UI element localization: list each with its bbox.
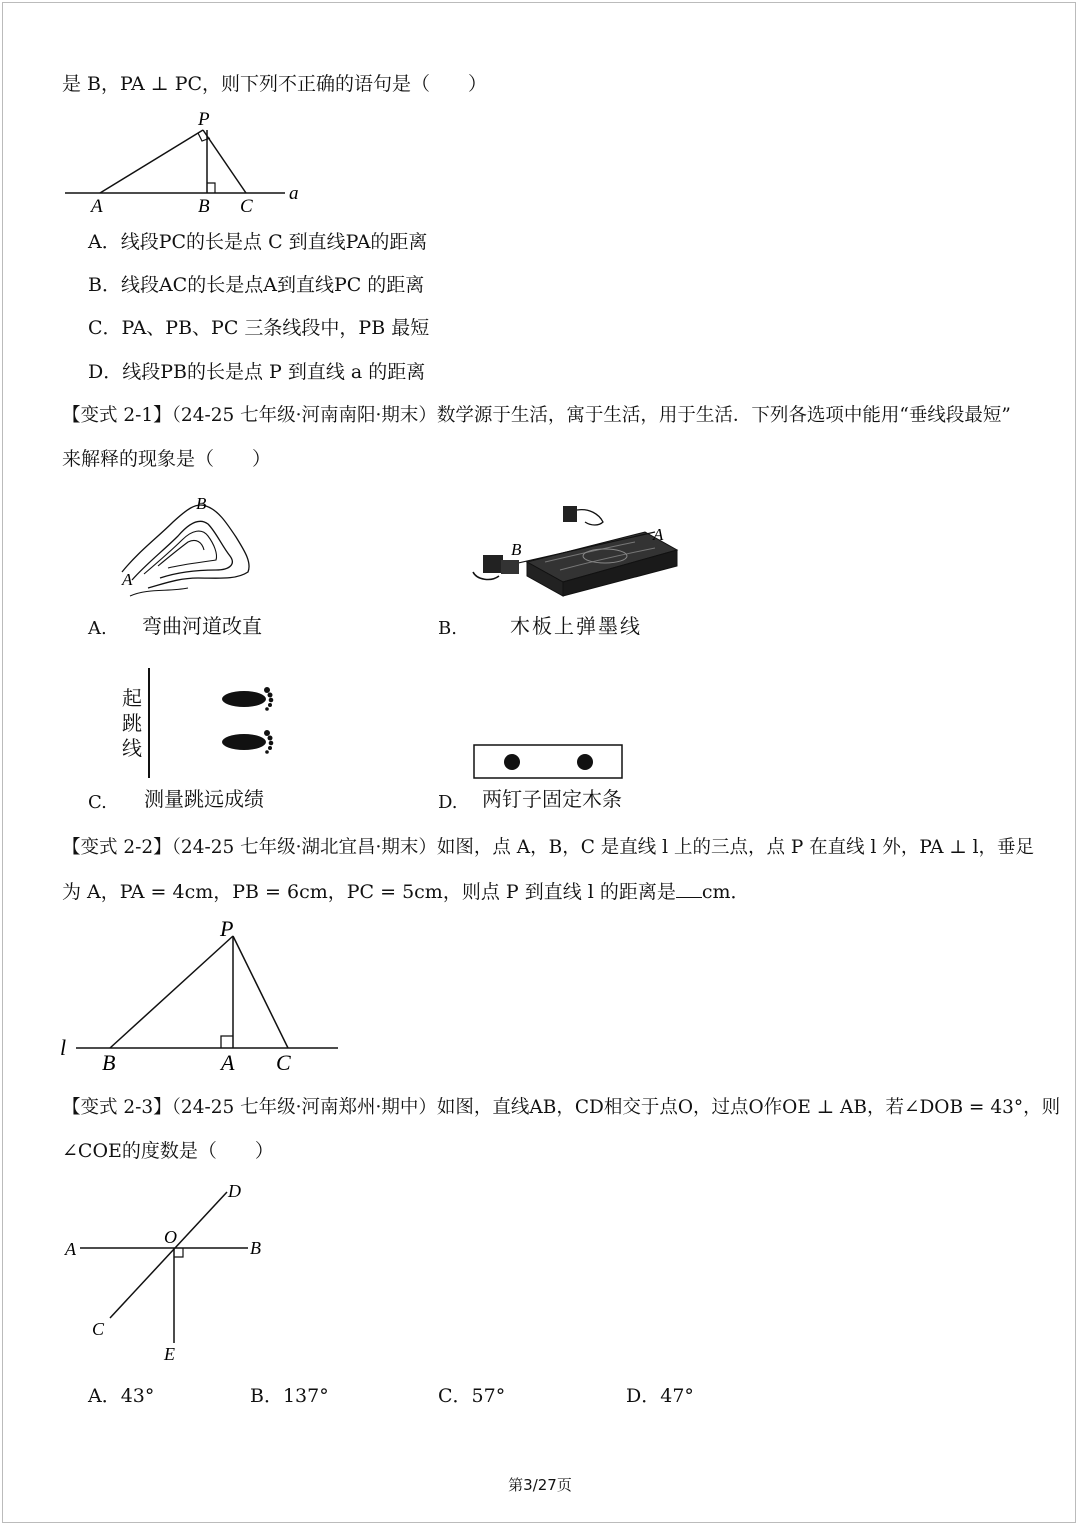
jump-line-char-3: 线 <box>122 736 142 760</box>
board-ink-line-illustration <box>465 500 695 605</box>
jump-line-char-1: 起 <box>122 686 142 710</box>
option-a: A．线段PC的长是点 C 到直线PA的距离 <box>88 231 428 253</box>
q22-stem-line2 <box>62 879 750 904</box>
figure-triangle-pbc <box>58 912 348 1077</box>
two-nails-illustration <box>473 744 625 782</box>
river-label-b: B <box>196 494 207 513</box>
label-P: P <box>220 916 234 941</box>
q21-option-d-letter: D. <box>438 792 458 813</box>
q22-stem-unit: cm． <box>701 881 750 903</box>
label-C: C <box>240 196 253 217</box>
label-C: C <box>92 1319 105 1339</box>
label-D: D <box>228 1181 241 1201</box>
q21-stem-line1: 【变式 2-1】（24-25 七年级·河南南阳·期末）数学源于生活，寓于生活，用于生活．下列各选项中能用“垂线段最短” <box>62 405 1011 426</box>
label-B: B <box>250 1238 261 1258</box>
q21-option-a-caption: 弯曲河道改直 <box>142 614 262 638</box>
footprint-icon <box>222 687 273 711</box>
label-O: O <box>164 1227 177 1247</box>
q21-option-d-caption: 两钉子固定木条 <box>482 787 622 811</box>
jump-line-char-2: 跳 <box>122 711 142 735</box>
footprint-icon <box>222 730 273 754</box>
option-c: C．PA、PB、PC 三条线段中，PB 最短 <box>88 317 430 339</box>
q21-option-b-caption: 木板上弹墨线 <box>510 614 642 638</box>
label-A: A <box>91 196 103 217</box>
figure-triangle-pac <box>60 105 320 220</box>
q21-option-c-caption: 测量跳远成绩 <box>144 787 264 811</box>
label-a: a <box>289 183 299 204</box>
page-number: 第3/27页 <box>508 1476 572 1494</box>
label-P: P <box>198 109 210 130</box>
label-B: B <box>198 196 210 217</box>
question-stem: 是 B，PA ⊥ PC，则下列不正确的语句是（ ） <box>62 73 488 95</box>
q23-option-c: C．57° <box>438 1385 506 1407</box>
label-l: l <box>60 1035 67 1060</box>
river-illustration <box>118 492 258 604</box>
q22-stem-text: 为 A，PA = 4cm，PB = 6cm，PC = 5cm，则点 P 到直线 l 的距离是 <box>62 881 676 903</box>
footprints-illustration <box>146 668 276 780</box>
board-label-b: B <box>511 540 522 559</box>
board-label-a: A <box>653 525 664 544</box>
label-B: B <box>102 1050 116 1075</box>
figure-intersecting-lines <box>60 1180 280 1365</box>
q21-stem-line2: 来解释的现象是（ ） <box>62 448 272 470</box>
q21-option-b-letter: B. <box>438 618 457 639</box>
answer-blank[interactable] <box>676 879 702 898</box>
option-b: B．线段AC的长是点A到直线PC 的距离 <box>88 274 425 296</box>
q23-stem-line2: ∠COE的度数是（ ） <box>62 1140 274 1162</box>
option-d: D．线段PB的长是点 P 到直线 a 的距离 <box>88 361 426 383</box>
q21-option-c-letter: C. <box>88 792 107 813</box>
q23-stem-line1: 【变式 2-3】（24-25 七年级·河南郑州·期中）如图，直线AB，CD相交于点O，过点O作OE ⊥ AB，若∠DOB = 43°，则 <box>62 1097 1061 1118</box>
q23-option-d: D．47° <box>626 1385 694 1407</box>
q22-stem-line1: 【变式 2-2】（24-25 七年级·湖北宜昌·期末）如图，点 A，B，C 是直线 l 上的三点，点 P 在直线 l 外，PA ⊥ l，垂足 <box>62 837 1035 858</box>
label-A: A <box>221 1050 235 1075</box>
label-E: E <box>164 1344 175 1364</box>
label-C: C <box>276 1050 291 1075</box>
river-label-a: A <box>122 570 133 589</box>
q23-option-a: A．43° <box>88 1385 155 1407</box>
label-A: A <box>65 1239 76 1259</box>
q21-option-a-letter: A. <box>88 618 107 639</box>
q23-option-b: B．137° <box>250 1385 329 1407</box>
